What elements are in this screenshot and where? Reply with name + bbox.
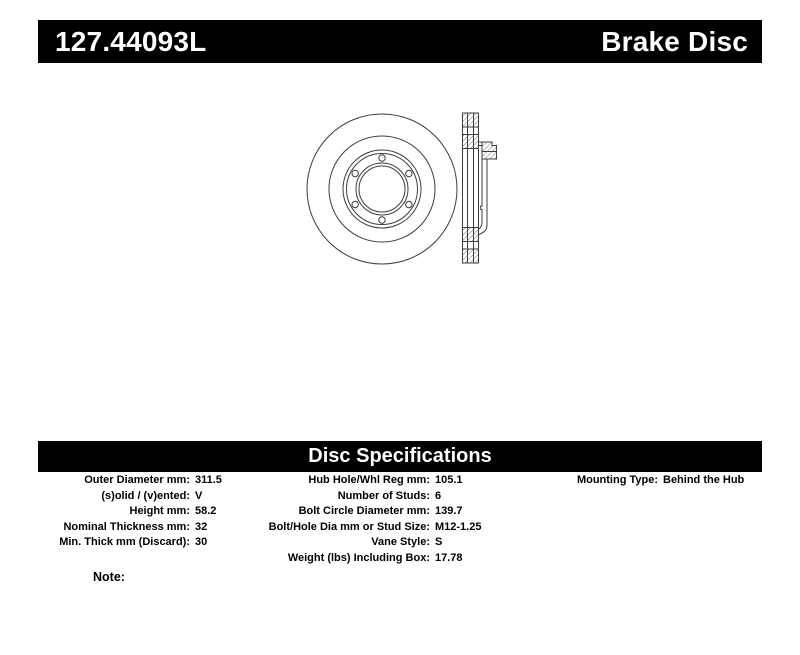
spec-value: Behind the Hub bbox=[663, 474, 745, 486]
spec-label: (s)olid / (v)ented: bbox=[101, 489, 190, 502]
spec-row bbox=[240, 535, 481, 551]
spec-row bbox=[40, 473, 222, 489]
hat-inner-profile bbox=[479, 146, 483, 230]
center-bore-inner-circle bbox=[359, 166, 405, 212]
spec-row bbox=[40, 520, 222, 536]
spec-label: Bolt Circle Diameter mm: bbox=[298, 505, 430, 517]
stud-hole bbox=[352, 201, 358, 207]
spec-value: V bbox=[195, 489, 203, 502]
spec-label: Outer Diameter mm: bbox=[84, 474, 190, 486]
spec-label: Height mm: bbox=[129, 505, 190, 517]
spec-row bbox=[240, 520, 481, 536]
brake-disc-diagram bbox=[286, 90, 511, 295]
spec-value: 6 bbox=[435, 489, 442, 502]
spec-label: Mounting Type: bbox=[576, 474, 658, 486]
spec-row bbox=[240, 504, 481, 520]
spec-column-left bbox=[40, 473, 222, 551]
stud-hole bbox=[352, 170, 358, 176]
section-bottom-rib bbox=[463, 228, 479, 242]
spec-row bbox=[40, 504, 222, 520]
note-label: Note: bbox=[93, 570, 125, 584]
section-top-rib bbox=[463, 135, 479, 149]
spec-label: Hub Hole/Whl Reg mm: bbox=[308, 474, 430, 486]
spec-title-bar bbox=[38, 441, 762, 472]
spec-label: Vane Style: bbox=[371, 536, 430, 548]
spec-value: 311.5 bbox=[195, 474, 222, 486]
spec-value: M12-1.25 bbox=[435, 520, 482, 533]
spec-row bbox=[240, 473, 481, 489]
spec-value: 30 bbox=[195, 536, 208, 548]
spec-title: Disc Specifications bbox=[308, 445, 492, 467]
spec-label: Weight (lbs) Including Box: bbox=[287, 551, 430, 564]
spec-row bbox=[240, 489, 481, 505]
spec-value: 32 bbox=[195, 520, 208, 533]
spec-label: Nominal Thickness mm: bbox=[63, 520, 190, 533]
front-view bbox=[307, 114, 457, 264]
spec-row bbox=[40, 489, 222, 505]
spec-value: 58.2 bbox=[195, 505, 217, 517]
spec-row bbox=[528, 473, 744, 489]
stud-hole bbox=[379, 217, 385, 223]
part-number: 127.44093L bbox=[55, 25, 207, 57]
header-bar bbox=[38, 20, 762, 63]
spec-column-right bbox=[528, 473, 744, 489]
spec-column-middle bbox=[240, 473, 481, 566]
spec-value: S bbox=[435, 536, 443, 548]
stud-hole bbox=[379, 155, 385, 161]
cross-section-view bbox=[463, 113, 497, 263]
mounting-lug bbox=[482, 142, 497, 159]
stud-holes bbox=[352, 155, 412, 223]
spec-row bbox=[40, 535, 222, 551]
stud-hole bbox=[406, 170, 412, 176]
hub-chamfer-circle bbox=[347, 154, 418, 225]
stud-hole bbox=[406, 201, 412, 207]
spec-row bbox=[240, 551, 481, 567]
product-type: Brake Disc bbox=[601, 25, 748, 57]
spec-value: 139.7 bbox=[435, 505, 463, 517]
spec-value: 17.78 bbox=[435, 551, 463, 564]
spec-label: Number of Studs: bbox=[337, 489, 430, 502]
section-bottom-cap bbox=[463, 249, 479, 263]
spec-label: Min. Thick mm (Discard): bbox=[59, 536, 190, 548]
spec-value: 105.1 bbox=[435, 474, 463, 486]
section-top-cap bbox=[463, 113, 479, 127]
friction-face-circle bbox=[329, 136, 435, 242]
spec-label: Bolt/Hole Dia mm or Stud Size: bbox=[268, 520, 430, 533]
technical-drawing bbox=[286, 90, 511, 295]
center-bore-outer-circle bbox=[356, 163, 408, 215]
